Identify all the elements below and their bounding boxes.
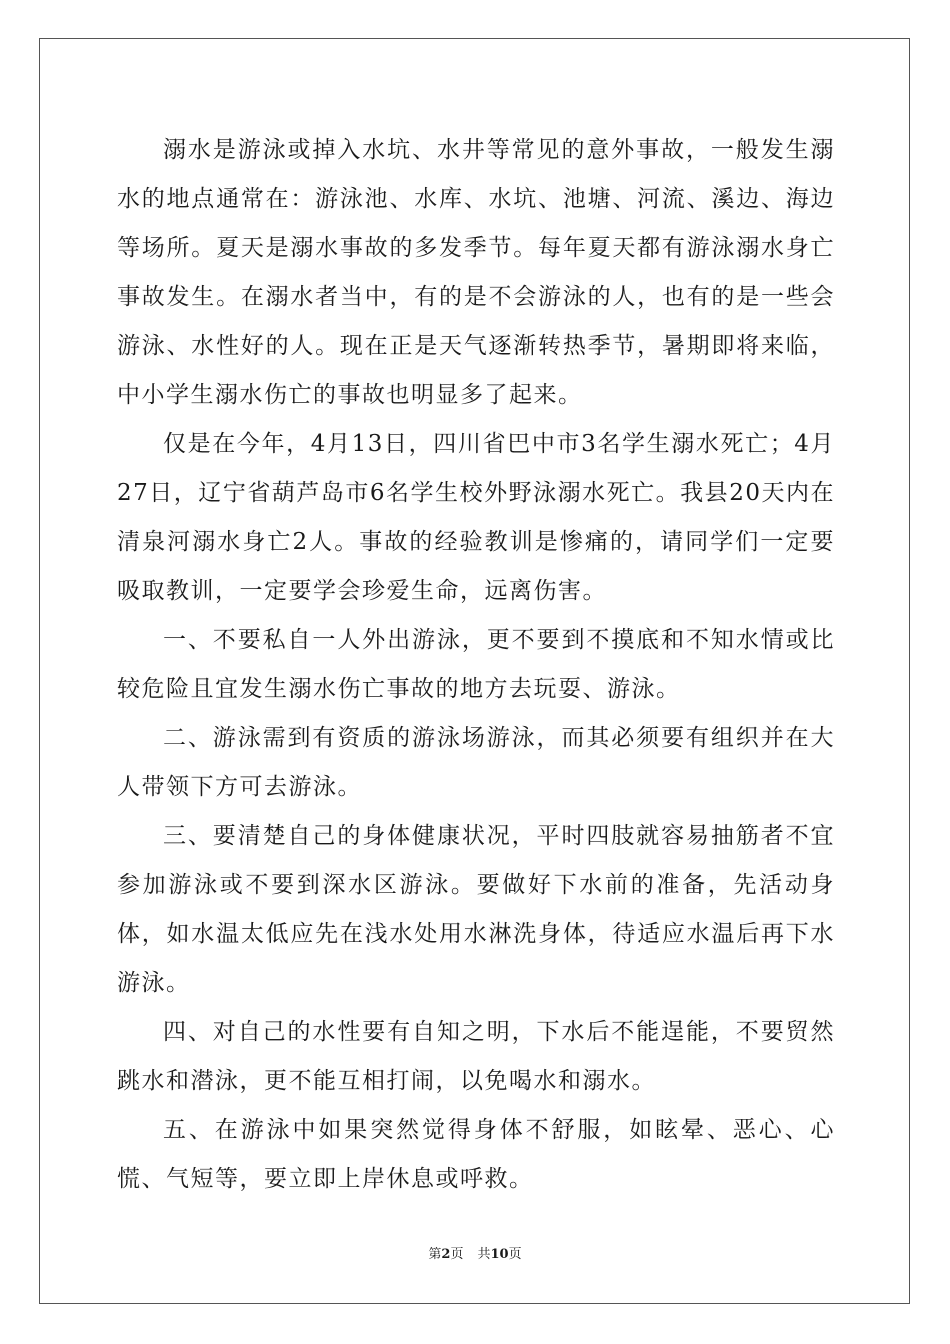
paragraph-rule-2: 二、游泳需到有资质的游泳场游泳，而其必须要有组织并在大人带领下方可去游泳。 [117, 725, 835, 800]
paragraph-rule-4: 四、对自己的水性要有自知之明，下水后不能逞能，不要贸然跳水和潜泳，更不能互相打闹，以免喝水和溺水。 [117, 1019, 835, 1094]
total-prefix: 共 [477, 1247, 491, 1262]
page-total: 10 [490, 1247, 509, 1262]
page-footer [0, 1243, 950, 1262]
page-current: 2 [441, 1247, 451, 1262]
page-suffix: 页 [450, 1247, 464, 1262]
paragraph-intro: 溺水是游泳或掉入水坑、水井等常见的意外事故，一般发生溺水的地点通常在：游泳池、水库、水坑、池塘、河流、溪边、海边等场所。夏天是溺水事故的多发季节。每年夏天都有游泳溺水身亡事故发生。在溺水者当中，有的是不会游泳的人，也有的是一些会游泳、水性好的人。现在正是天气逐渐转热季节，暑期即将来临，中小学生溺水伤亡的事故也明显多了起来。 [117, 137, 835, 408]
paragraph-incidents: 仅是在今年，4月13日，四川省巴中市3名学生溺水死亡；4月27日，辽宁省葫芦岛市6名学生校外野泳溺水死亡。我县20天内在清泉河溺水身亡2人。事故的经验教训是惨痛的，请同学们一定要吸取教训，一定要学会珍爱生命，远离伤害。 [117, 431, 835, 604]
paragraph-rule-1: 一、不要私自一人外出游泳，更不要到不摸底和不知水情或比较危险且宜发生溺水伤亡事故的地方去玩耍、游泳。 [117, 627, 835, 702]
document-body [117, 126, 835, 1204]
paragraph-rule-5: 五、在游泳中如果突然觉得身体不舒服，如眩晕、恶心、心慌、气短等，要立即上岸休息或呼救。 [117, 1117, 835, 1192]
page-prefix: 第 [428, 1247, 442, 1262]
total-suffix: 页 [508, 1247, 522, 1262]
paragraph-rule-3: 三、要清楚自己的身体健康状况，平时四肢就容易抽筋者不宜参加游泳或不要到深水区游泳。要做好下水前的准备，先活动身体，如水温太低应先在浅水处用水淋洗身体，待适应水温后再下水游泳。 [117, 823, 835, 996]
